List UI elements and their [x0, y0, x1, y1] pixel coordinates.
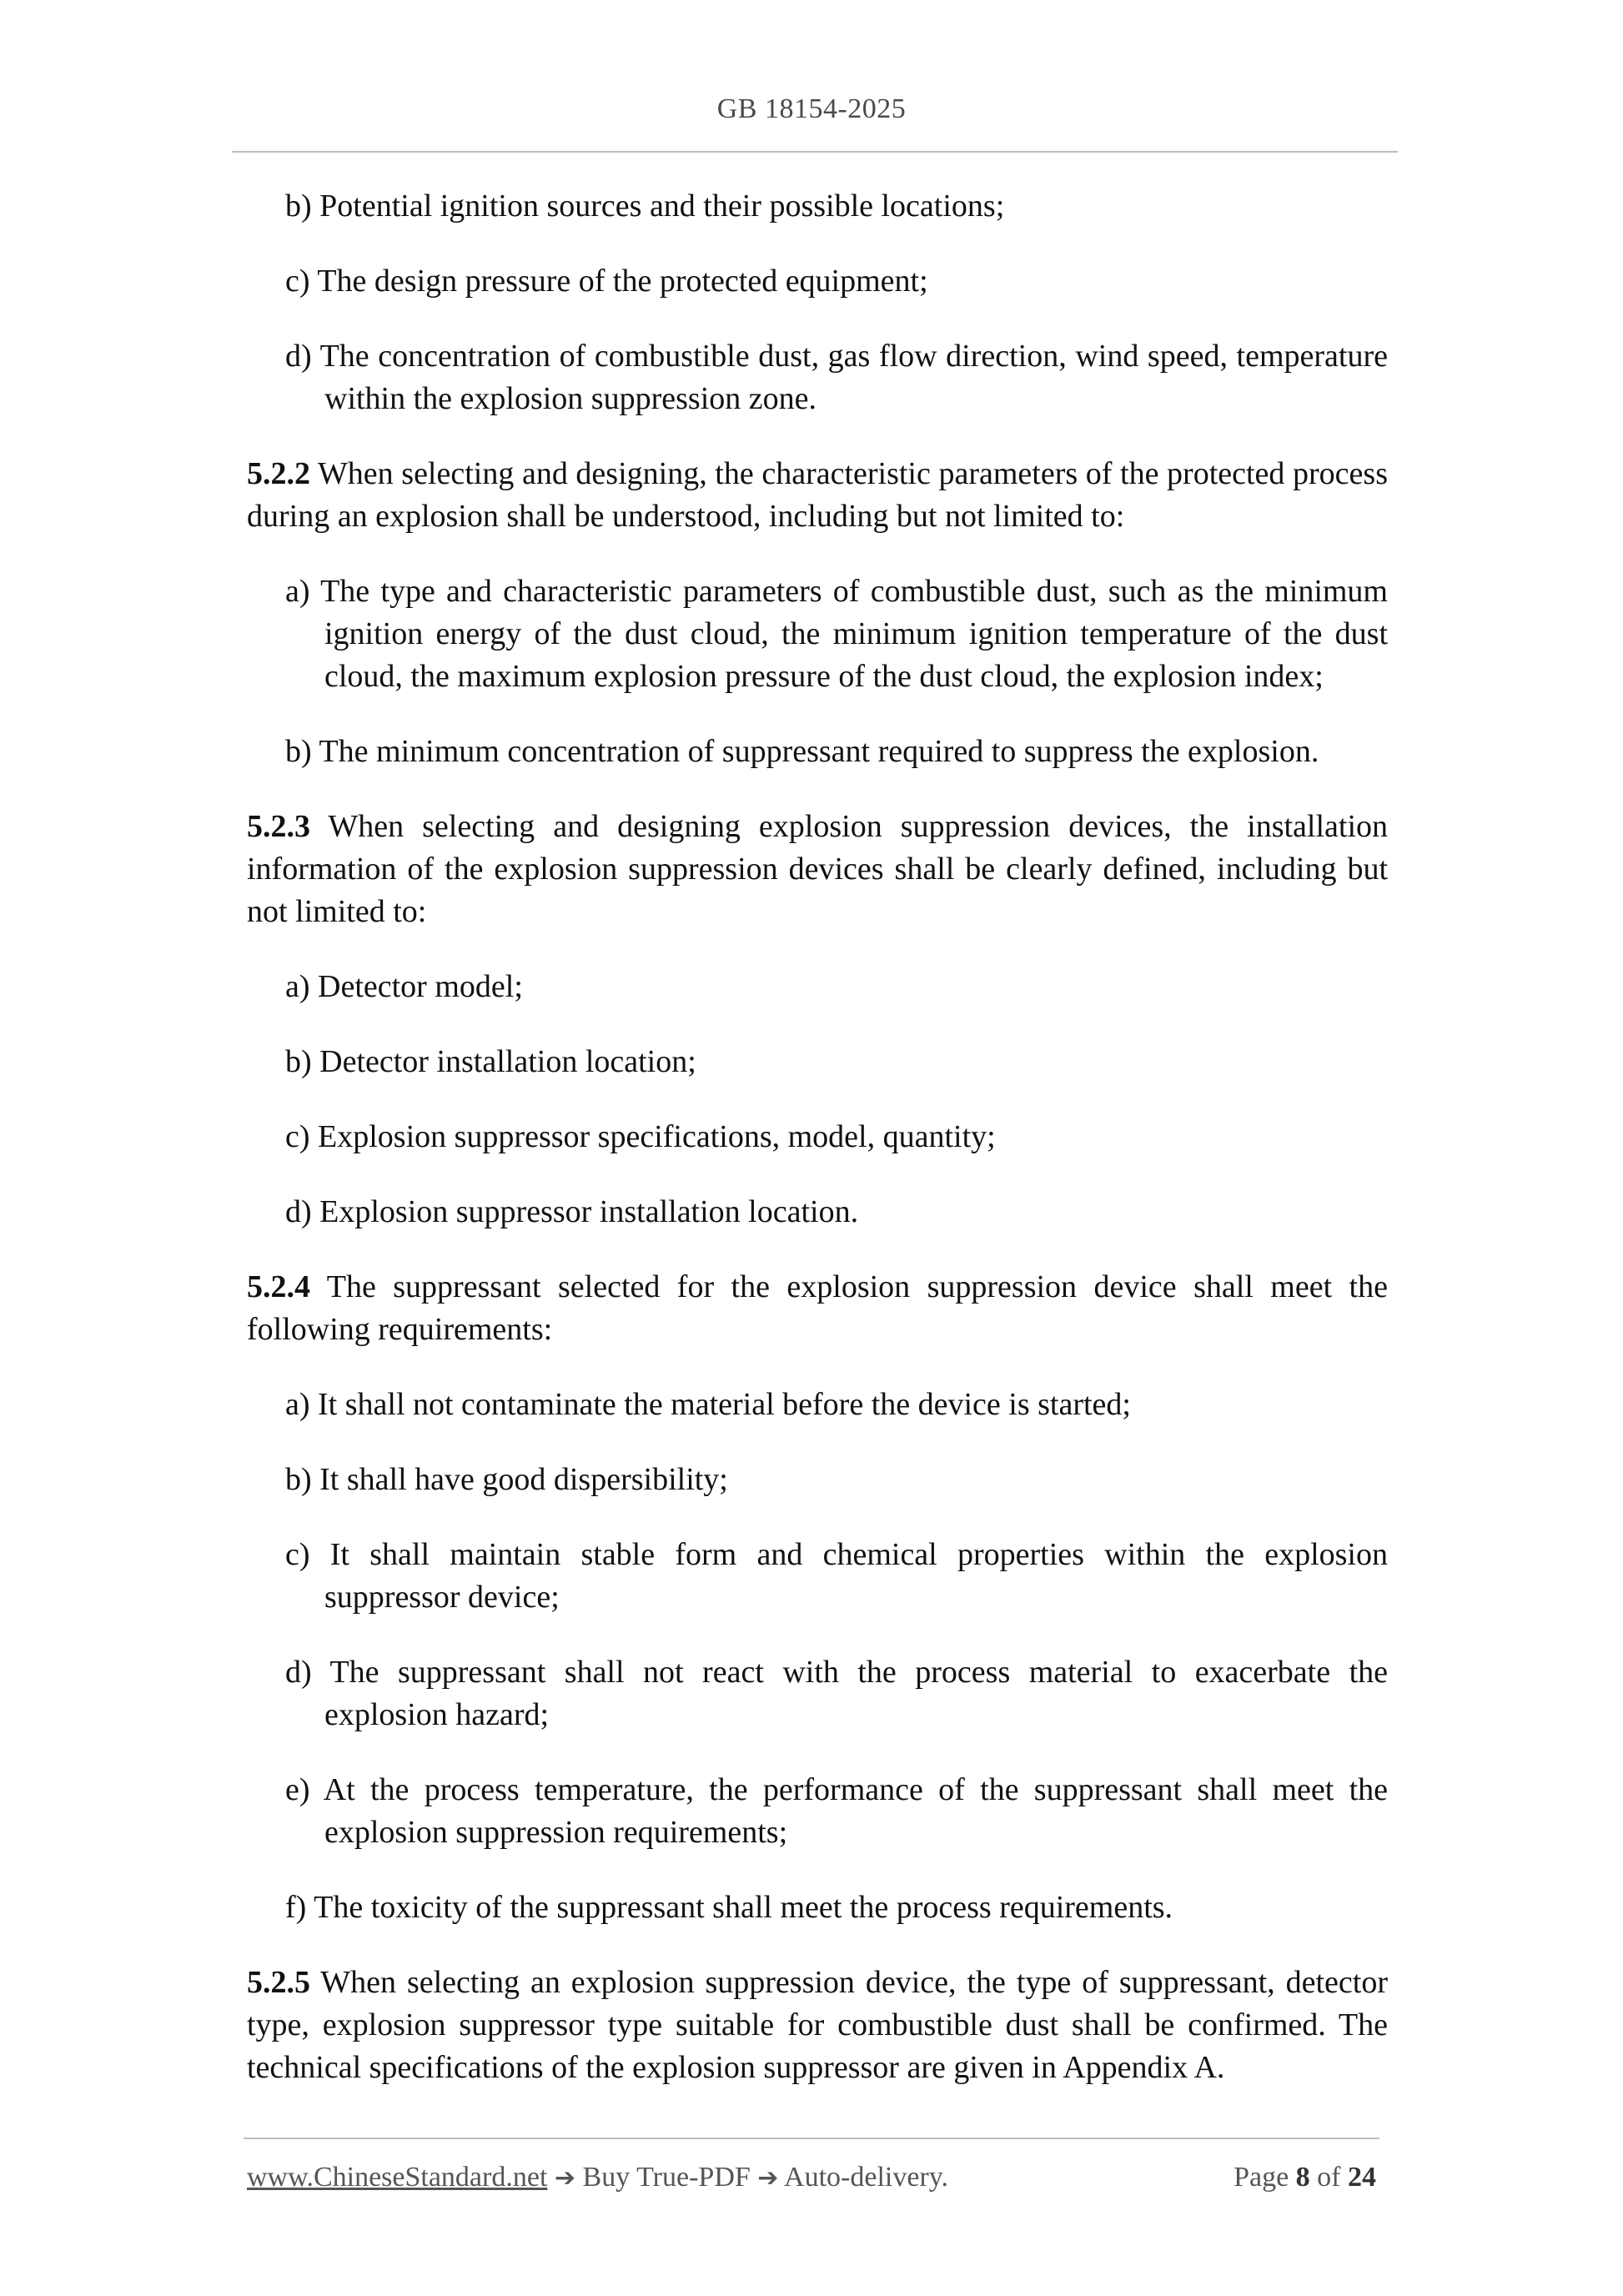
list-item: b) Potential ignition sources and their possible locations; — [285, 188, 1005, 224]
clause-5-2-2 — [247, 453, 1388, 538]
clause-number: 5.2.4 — [247, 1269, 310, 1304]
clause-text: When selecting an explosion suppression device, the type of suppressant, detector type, explosion suppressor type suitable for combustible dust shall be confirmed. The technical specifications of the explosion suppressor are given in Appendix A. — [247, 1965, 1388, 2085]
list-item: e) At the process temperature, the performance of the suppressant shall meet the explosion suppression requirements; — [285, 1772, 1388, 1850]
footer-promo — [247, 2162, 948, 2193]
clause-text: The suppressant selected for the explosion suppression device shall meet the following requirements: — [247, 1269, 1388, 1347]
list-item: d) The suppressant shall not react with the process material to exacerbate the explosion hazard; — [285, 1655, 1388, 1732]
list-item: b) It shall have good dispersibility; — [285, 1462, 728, 1497]
header-divider — [232, 151, 1398, 153]
list-item: f) The toxicity of the suppressant shall meet the process requirements. — [285, 1890, 1173, 1925]
website-link[interactable]: www.ChineseStandard.net — [247, 2162, 548, 2193]
footer-divider — [244, 2138, 1379, 2139]
list-item: a) Detector model; — [285, 969, 523, 1004]
list-item: c) The design pressure of the protected equipment; — [285, 264, 928, 299]
list-item: a) The type and characteristic parameters of combustible dust, such as the minimum ignition energy of the dust cloud, the minimum ignition temperature of the dust cloud, the maximum explosion pressure of the dust cloud, the explosion index; — [285, 574, 1388, 694]
arrow-right-icon: ➔ — [757, 2163, 779, 2193]
list-item: d) Explosion suppressor installation location. — [285, 1194, 859, 1229]
page-label: Page — [1234, 2162, 1289, 2193]
page-number — [1234, 2162, 1376, 2193]
list-item: a) It shall not contaminate the material before the device is started; — [285, 1387, 1131, 1422]
clause-number: 5.2.2 — [247, 456, 310, 491]
clause-number: 5.2.3 — [247, 809, 310, 844]
clause-number: 5.2.5 — [247, 1965, 310, 2000]
clause-5-2-4 — [247, 1266, 1388, 1351]
list-item: c) It shall maintain stable form and chemical properties within the explosion suppressor device; — [285, 1537, 1388, 1615]
list-item: d) The concentration of combustible dust, gas flow direction, wind speed, temperature within the explosion suppression zone. — [285, 339, 1388, 416]
buy-text: Buy True-PDF — [582, 2162, 751, 2193]
clause-5-2-3 — [247, 806, 1388, 933]
delivery-text: Auto-delivery. — [784, 2162, 949, 2193]
total-pages: 24 — [1348, 2162, 1376, 2193]
arrow-right-icon: ➔ — [554, 2163, 576, 2193]
clause-text: When selecting and designing, the characteristic parameters of the protected process during an explosion shall be understood, including but not limited to: — [247, 456, 1388, 534]
list-item: c) Explosion suppressor specifications, model, quantity; — [285, 1119, 996, 1154]
of-label: of — [1317, 2162, 1341, 2193]
list-item: b) The minimum concentration of suppressant required to suppress the explosion. — [285, 734, 1319, 769]
clause-text: When selecting and designing explosion suppression devices, the installation information of the explosion suppression devices shall be clearly defined, including but not limited to: — [247, 809, 1388, 929]
current-page: 8 — [1295, 2162, 1310, 2193]
list-item: b) Detector installation location; — [285, 1044, 696, 1079]
document-body — [247, 185, 1388, 2122]
standard-code-header: GB 18154-2025 — [716, 93, 907, 124]
clause-5-2-5 — [247, 1962, 1388, 2089]
